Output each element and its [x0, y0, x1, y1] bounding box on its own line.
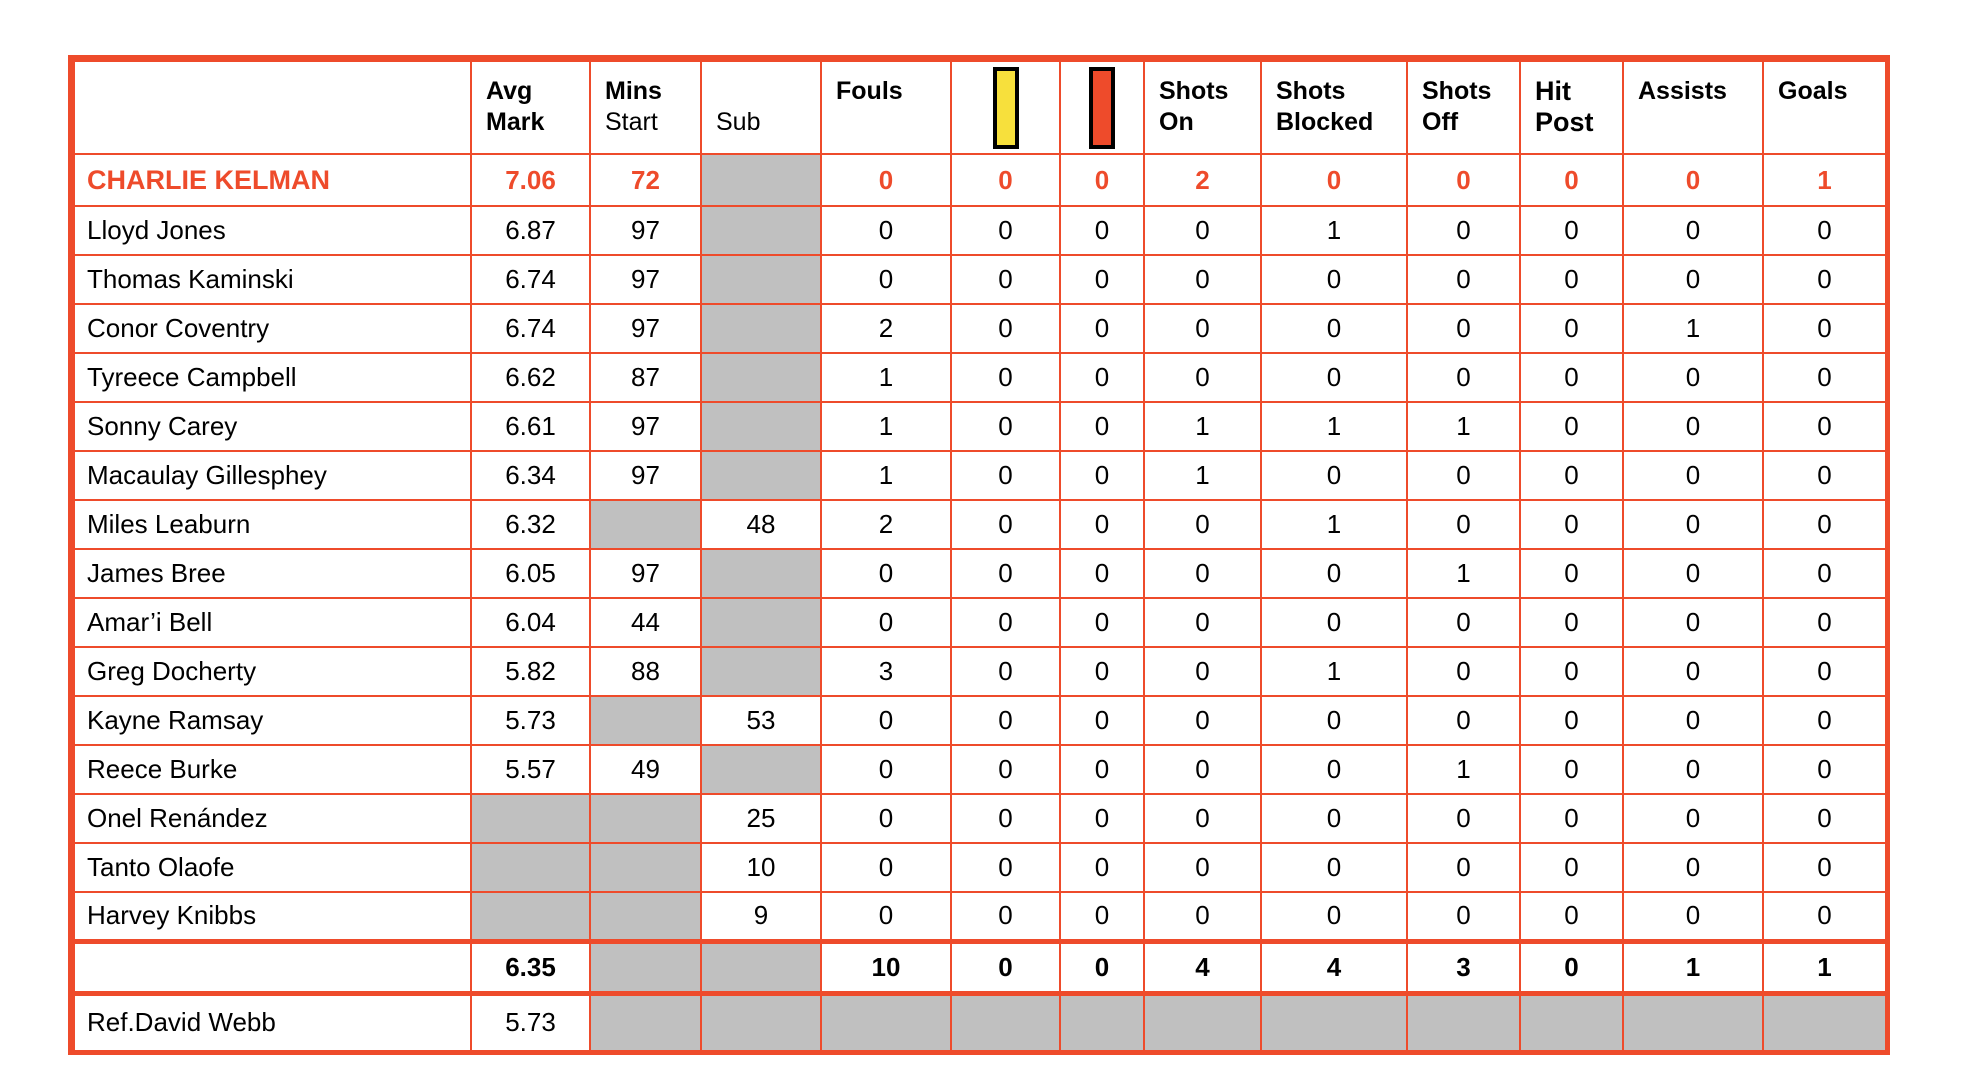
- goals-cell: 0: [1763, 304, 1886, 353]
- sub-cell: [701, 451, 821, 500]
- hit-post-cell: 0: [1520, 745, 1623, 794]
- yellow-cell: 0: [951, 304, 1060, 353]
- referee-name: Ref.David Webb: [74, 993, 471, 1051]
- shots-off-cell: 0: [1407, 353, 1520, 402]
- player-name: Miles Leaburn: [74, 500, 471, 549]
- hit-post-cell: 0: [1520, 794, 1623, 843]
- start-cell: [590, 892, 701, 941]
- start-cell: 97: [590, 549, 701, 598]
- assists-cell: 0: [1623, 154, 1763, 206]
- fouls-cell: 0: [821, 598, 951, 647]
- red-cell: 0: [1060, 402, 1144, 451]
- shots-on-cell: 0: [1144, 647, 1261, 696]
- yellow-cell: 0: [951, 154, 1060, 206]
- referee-empty-cell: [1763, 993, 1886, 1051]
- shots-blocked-cell: 0: [1261, 696, 1407, 745]
- shots-on-cell: 0: [1144, 206, 1261, 255]
- assists-cell: 0: [1623, 206, 1763, 255]
- hit-post-cell: 0: [1520, 598, 1623, 647]
- table-row: [74, 892, 1886, 941]
- shots-off-cell: 0: [1407, 647, 1520, 696]
- start-cell: [590, 843, 701, 892]
- red-cell: 0: [1060, 843, 1144, 892]
- assists-cell: 0: [1623, 255, 1763, 304]
- table-row: [74, 206, 1886, 255]
- referee-empty-cell: [1520, 993, 1623, 1051]
- goals-cell: 0: [1763, 549, 1886, 598]
- shots-on-cell: 0: [1144, 696, 1261, 745]
- yellow-cell: 0: [951, 696, 1060, 745]
- table-row: [74, 696, 1886, 745]
- avg-cell: 6.74: [471, 255, 590, 304]
- red-cell: 0: [1060, 255, 1144, 304]
- shots-off-cell: 0: [1407, 451, 1520, 500]
- shots-blocked-cell: 0: [1261, 794, 1407, 843]
- total-hit-post-cell: 0: [1520, 941, 1623, 993]
- hit-post-cell: 0: [1520, 892, 1623, 941]
- sub-cell: [701, 598, 821, 647]
- goals-cell: 0: [1763, 451, 1886, 500]
- sub-cell: [701, 255, 821, 304]
- total-yellow-cell: 0: [951, 941, 1060, 993]
- shots-off-cell: 0: [1407, 794, 1520, 843]
- fouls-cell: 2: [821, 304, 951, 353]
- referee-empty-cell: [590, 993, 701, 1051]
- assists-cell: 0: [1623, 745, 1763, 794]
- red-cell: 0: [1060, 549, 1144, 598]
- shots-on-cell: 0: [1144, 745, 1261, 794]
- shots-on-cell: 0: [1144, 794, 1261, 843]
- assists-cell: 0: [1623, 598, 1763, 647]
- table-row: [74, 647, 1886, 696]
- hit-post-cell: 0: [1520, 696, 1623, 745]
- total-fouls-cell: 10: [821, 941, 951, 993]
- shots-on-cell: 0: [1144, 353, 1261, 402]
- sub-cell: [701, 154, 821, 206]
- assists-cell: 0: [1623, 843, 1763, 892]
- total-shots-on-cell: 4: [1144, 941, 1261, 993]
- avg-cell: 6.87: [471, 206, 590, 255]
- hit-post-cell: 0: [1520, 304, 1623, 353]
- avg-cell: 5.73: [471, 696, 590, 745]
- avg-cell: 6.34: [471, 451, 590, 500]
- header-shots-on: Shots On: [1144, 61, 1261, 154]
- hit-post-cell: 0: [1520, 402, 1623, 451]
- shots-off-cell: 0: [1407, 843, 1520, 892]
- header-assists: Assists: [1623, 61, 1763, 154]
- yellow-cell: 0: [951, 549, 1060, 598]
- avg-cell: [471, 892, 590, 941]
- fouls-cell: 0: [821, 892, 951, 941]
- hit-post-cell: 0: [1520, 500, 1623, 549]
- shots-on-cell: 0: [1144, 549, 1261, 598]
- hit-post-cell: 0: [1520, 353, 1623, 402]
- yellow-cell: 0: [951, 451, 1060, 500]
- shots-blocked-cell: 0: [1261, 451, 1407, 500]
- goals-cell: 0: [1763, 353, 1886, 402]
- shots-blocked-cell: 0: [1261, 255, 1407, 304]
- assists-cell: 0: [1623, 353, 1763, 402]
- header-shots-blocked: Shots Blocked: [1261, 61, 1407, 154]
- fouls-cell: 1: [821, 402, 951, 451]
- player-name: Kayne Ramsay: [74, 696, 471, 745]
- fouls-cell: 0: [821, 255, 951, 304]
- hit-post-cell: 0: [1520, 154, 1623, 206]
- goals-cell: 0: [1763, 255, 1886, 304]
- fouls-cell: 0: [821, 745, 951, 794]
- total-assists-cell: 1: [1623, 941, 1763, 993]
- yellow-cell: 0: [951, 500, 1060, 549]
- yellow-cell: 0: [951, 794, 1060, 843]
- red-cell: 0: [1060, 892, 1144, 941]
- yellow-cell: 0: [951, 745, 1060, 794]
- fouls-cell: 0: [821, 549, 951, 598]
- sub-cell: 53: [701, 696, 821, 745]
- assists-cell: 0: [1623, 549, 1763, 598]
- avg-cell: [471, 843, 590, 892]
- goals-cell: 0: [1763, 647, 1886, 696]
- sub-cell: 9: [701, 892, 821, 941]
- avg-cell: 5.57: [471, 745, 590, 794]
- shots-blocked-cell: 0: [1261, 598, 1407, 647]
- goals-cell: 0: [1763, 696, 1886, 745]
- hit-post-cell: 0: [1520, 549, 1623, 598]
- total-goals-cell: 1: [1763, 941, 1886, 993]
- sub-cell: 25: [701, 794, 821, 843]
- header-red-card: [1060, 61, 1144, 154]
- referee-empty-cell: [1144, 993, 1261, 1051]
- header-avg-mark: Avg Mark: [471, 61, 590, 154]
- hit-post-cell: 0: [1520, 206, 1623, 255]
- assists-cell: 0: [1623, 794, 1763, 843]
- table-row: [74, 255, 1886, 304]
- start-cell: 72: [590, 154, 701, 206]
- fouls-cell: 1: [821, 353, 951, 402]
- player-name: Onel Renández: [74, 794, 471, 843]
- yellow-cell: 0: [951, 843, 1060, 892]
- red-cell: 0: [1060, 304, 1144, 353]
- goals-cell: 0: [1763, 598, 1886, 647]
- player-name: James Bree: [74, 549, 471, 598]
- assists-cell: 0: [1623, 892, 1763, 941]
- ratings-grid: [73, 60, 1887, 1052]
- shots-on-cell: 0: [1144, 598, 1261, 647]
- shots-off-cell: 1: [1407, 402, 1520, 451]
- shots-on-cell: 0: [1144, 892, 1261, 941]
- shots-blocked-cell: 1: [1261, 500, 1407, 549]
- assists-cell: 0: [1623, 500, 1763, 549]
- header-fouls: Fouls: [821, 61, 951, 154]
- shots-off-cell: 0: [1407, 206, 1520, 255]
- shots-on-cell: 0: [1144, 255, 1261, 304]
- sub-cell: [701, 353, 821, 402]
- sub-cell: 48: [701, 500, 821, 549]
- red-cell: 0: [1060, 451, 1144, 500]
- header-goals: Goals: [1763, 61, 1886, 154]
- avg-cell: 6.61: [471, 402, 590, 451]
- yellow-cell: 0: [951, 255, 1060, 304]
- red-cell: 0: [1060, 794, 1144, 843]
- shots-off-cell: 0: [1407, 598, 1520, 647]
- player-name: Macaulay Gillesphey: [74, 451, 471, 500]
- start-cell: 49: [590, 745, 701, 794]
- header-row: [74, 61, 1886, 154]
- fouls-cell: 0: [821, 154, 951, 206]
- hit-post-cell: 0: [1520, 451, 1623, 500]
- table-row: [74, 745, 1886, 794]
- start-cell: 97: [590, 206, 701, 255]
- table-row: [74, 402, 1886, 451]
- header-sub: Sub: [701, 61, 821, 154]
- fouls-cell: 0: [821, 696, 951, 745]
- shots-off-cell: 0: [1407, 696, 1520, 745]
- table-row: [74, 549, 1886, 598]
- player-name: Amar’i Bell: [74, 598, 471, 647]
- shots-off-cell: 0: [1407, 500, 1520, 549]
- start-cell: 97: [590, 255, 701, 304]
- referee-empty-cell: [821, 993, 951, 1051]
- table-row: [74, 598, 1886, 647]
- start-cell: [590, 794, 701, 843]
- goals-cell: 1: [1763, 154, 1886, 206]
- header-shots-off: Shots Off: [1407, 61, 1520, 154]
- shots-off-cell: 0: [1407, 154, 1520, 206]
- fouls-cell: 0: [821, 794, 951, 843]
- header-name-blank: [74, 61, 471, 154]
- yellow-cell: 0: [951, 892, 1060, 941]
- shots-blocked-cell: 0: [1261, 892, 1407, 941]
- start-cell: 44: [590, 598, 701, 647]
- totals-row: [74, 941, 1886, 993]
- shots-blocked-cell: 0: [1261, 549, 1407, 598]
- red-cell: 0: [1060, 598, 1144, 647]
- red-cell: 0: [1060, 647, 1144, 696]
- shots-off-cell: 1: [1407, 549, 1520, 598]
- header-yellow-card: [951, 61, 1060, 154]
- shots-on-cell: 1: [1144, 451, 1261, 500]
- header-mins-start: Mins Start: [590, 61, 701, 154]
- total-shots-blocked-cell: 4: [1261, 941, 1407, 993]
- yellow-card-icon: [993, 67, 1019, 149]
- start-cell: 88: [590, 647, 701, 696]
- totals-label-blank: [74, 941, 471, 993]
- table-row: [74, 843, 1886, 892]
- shots-blocked-cell: 0: [1261, 843, 1407, 892]
- goals-cell: 0: [1763, 206, 1886, 255]
- assists-cell: 1: [1623, 304, 1763, 353]
- referee-empty-cell: [701, 993, 821, 1051]
- avg-cell: 7.06: [471, 154, 590, 206]
- goals-cell: 0: [1763, 402, 1886, 451]
- referee-empty-cell: [951, 993, 1060, 1051]
- yellow-cell: 0: [951, 353, 1060, 402]
- assists-cell: 0: [1623, 696, 1763, 745]
- avg-cell: 5.82: [471, 647, 590, 696]
- shots-on-cell: 2: [1144, 154, 1261, 206]
- start-cell: 97: [590, 402, 701, 451]
- yellow-cell: 0: [951, 402, 1060, 451]
- sub-cell: [701, 745, 821, 794]
- shots-off-cell: 0: [1407, 255, 1520, 304]
- shots-on-cell: 0: [1144, 304, 1261, 353]
- yellow-cell: 0: [951, 647, 1060, 696]
- start-cell: 97: [590, 304, 701, 353]
- player-name: Sonny Carey: [74, 402, 471, 451]
- fouls-cell: 0: [821, 843, 951, 892]
- shots-blocked-cell: 0: [1261, 304, 1407, 353]
- goals-cell: 0: [1763, 843, 1886, 892]
- fouls-cell: 2: [821, 500, 951, 549]
- shots-on-cell: 0: [1144, 843, 1261, 892]
- featured-player-row: [74, 154, 1886, 206]
- start-cell: 87: [590, 353, 701, 402]
- start-cell: 97: [590, 451, 701, 500]
- player-name: Tyreece Campbell: [74, 353, 471, 402]
- player-ratings-table: [68, 55, 1890, 1055]
- avg-cell: 6.74: [471, 304, 590, 353]
- total-avg-cell: 6.35: [471, 941, 590, 993]
- player-name: Reece Burke: [74, 745, 471, 794]
- avg-cell: 6.32: [471, 500, 590, 549]
- assists-cell: 0: [1623, 451, 1763, 500]
- referee-empty-cell: [1623, 993, 1763, 1051]
- goals-cell: 0: [1763, 892, 1886, 941]
- sub-cell: [701, 549, 821, 598]
- shots-blocked-cell: 0: [1261, 745, 1407, 794]
- table-row: [74, 500, 1886, 549]
- avg-cell: 6.04: [471, 598, 590, 647]
- shots-off-cell: 1: [1407, 745, 1520, 794]
- player-name: Lloyd Jones: [74, 206, 471, 255]
- start-cell: [590, 696, 701, 745]
- yellow-cell: 0: [951, 206, 1060, 255]
- sub-cell: [701, 206, 821, 255]
- player-name: Harvey Knibbs: [74, 892, 471, 941]
- player-name: CHARLIE KELMAN: [74, 154, 471, 206]
- referee-empty-cell: [1407, 993, 1520, 1051]
- sub-cell: [701, 402, 821, 451]
- shots-on-cell: 0: [1144, 500, 1261, 549]
- shots-blocked-cell: 0: [1261, 154, 1407, 206]
- referee-empty-cell: [1060, 993, 1144, 1051]
- player-name: Conor Coventry: [74, 304, 471, 353]
- fouls-cell: 1: [821, 451, 951, 500]
- goals-cell: 0: [1763, 500, 1886, 549]
- avg-cell: [471, 794, 590, 843]
- shots-on-cell: 1: [1144, 402, 1261, 451]
- sub-cell: 10: [701, 843, 821, 892]
- assists-cell: 0: [1623, 402, 1763, 451]
- referee-mark: 5.73: [471, 993, 590, 1051]
- shots-blocked-cell: 1: [1261, 647, 1407, 696]
- red-cell: 0: [1060, 206, 1144, 255]
- shots-off-cell: 0: [1407, 892, 1520, 941]
- sub-cell: [701, 304, 821, 353]
- red-cell: 0: [1060, 696, 1144, 745]
- player-name: Greg Docherty: [74, 647, 471, 696]
- total-red-cell: 0: [1060, 941, 1144, 993]
- fouls-cell: 0: [821, 206, 951, 255]
- table-row: [74, 304, 1886, 353]
- goals-cell: 0: [1763, 745, 1886, 794]
- hit-post-cell: 0: [1520, 255, 1623, 304]
- avg-cell: 6.62: [471, 353, 590, 402]
- goals-cell: 0: [1763, 794, 1886, 843]
- start-cell: [590, 500, 701, 549]
- referee-row: [74, 993, 1886, 1051]
- hit-post-cell: 0: [1520, 647, 1623, 696]
- total-shots-off-cell: 3: [1407, 941, 1520, 993]
- red-cell: 0: [1060, 154, 1144, 206]
- avg-cell: 6.05: [471, 549, 590, 598]
- table-row: [74, 794, 1886, 843]
- red-card-icon: [1089, 67, 1115, 149]
- red-cell: 0: [1060, 353, 1144, 402]
- hit-post-cell: 0: [1520, 843, 1623, 892]
- yellow-cell: 0: [951, 598, 1060, 647]
- red-cell: 0: [1060, 745, 1144, 794]
- shots-blocked-cell: 0: [1261, 353, 1407, 402]
- player-name: Tanto Olaofe: [74, 843, 471, 892]
- red-cell: 0: [1060, 500, 1144, 549]
- player-name: Thomas Kaminski: [74, 255, 471, 304]
- header-hit-post: Hit Post: [1520, 61, 1623, 154]
- table-row: [74, 353, 1886, 402]
- shots-blocked-cell: 1: [1261, 402, 1407, 451]
- fouls-cell: 3: [821, 647, 951, 696]
- total-start-cell: [590, 941, 701, 993]
- shots-off-cell: 0: [1407, 304, 1520, 353]
- total-sub-cell: [701, 941, 821, 993]
- referee-empty-cell: [1261, 993, 1407, 1051]
- shots-blocked-cell: 1: [1261, 206, 1407, 255]
- table-row: [74, 451, 1886, 500]
- sub-cell: [701, 647, 821, 696]
- assists-cell: 0: [1623, 647, 1763, 696]
